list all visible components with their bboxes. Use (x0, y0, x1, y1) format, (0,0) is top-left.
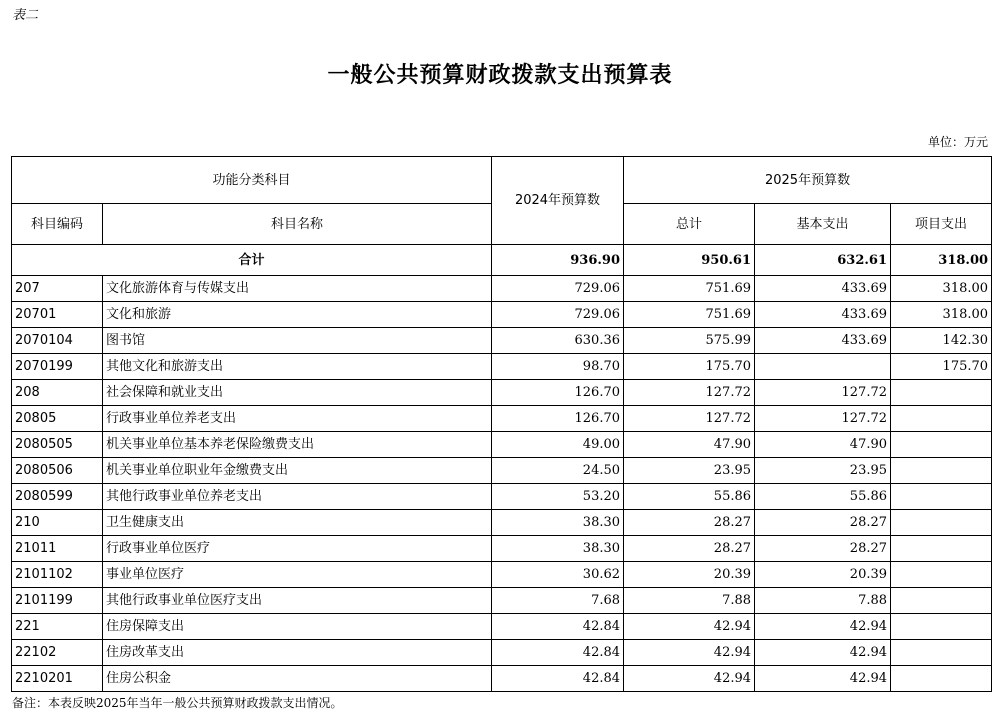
total-cell: 28.27 (624, 510, 755, 536)
basic-cell: 433.69 (755, 328, 891, 354)
subject-name-cell: 住房改革支出 (103, 640, 492, 666)
budget-2024-cell: 729.06 (492, 276, 624, 302)
subject-name-cell: 机关事业单位基本养老保险缴费支出 (103, 432, 492, 458)
table-row (12, 484, 992, 510)
total-cell: 7.88 (624, 588, 755, 614)
table-row (12, 510, 992, 536)
basic-cell: 28.27 (755, 536, 891, 562)
total-cell: 20.39 (624, 562, 755, 588)
basic-cell (755, 354, 891, 380)
budget-2024-header: 2024年预算数 (492, 157, 624, 245)
basic-cell: 23.95 (755, 458, 891, 484)
project-cell (891, 380, 992, 406)
project-cell (891, 484, 992, 510)
subject-code-cell: 2101199 (12, 588, 103, 614)
project-header: 项目支出 (891, 204, 992, 245)
budget-2024-cell: 126.70 (492, 380, 624, 406)
total-budget-2025-project: 318.00 (891, 245, 992, 276)
budget-2024-cell: 24.50 (492, 458, 624, 484)
page-title: 一般公共预算财政拨款支出预算表 (327, 62, 673, 88)
basic-cell: 42.94 (755, 666, 891, 692)
budget-2024-cell: 7.68 (492, 588, 624, 614)
subject-code-cell: 2080505 (12, 432, 103, 458)
basic-cell: 20.39 (755, 562, 891, 588)
total-budget-2025-basic: 632.61 (755, 245, 891, 276)
subject-name-cell: 机关事业单位职业年金缴费支出 (103, 458, 492, 484)
subject-name-cell: 其他行政事业单位养老支出 (103, 484, 492, 510)
table-row (12, 588, 992, 614)
subject-name-cell: 其他文化和旅游支出 (103, 354, 492, 380)
project-cell (891, 510, 992, 536)
budget-2024-cell: 42.84 (492, 666, 624, 692)
project-cell: 175.70 (891, 354, 992, 380)
total-cell: 55.86 (624, 484, 755, 510)
total-row (12, 245, 992, 276)
budget-2024-cell: 98.70 (492, 354, 624, 380)
budget-table (11, 156, 992, 692)
table-row (12, 276, 992, 302)
unit-label: 单位：万元 (927, 135, 988, 149)
project-cell: 318.00 (891, 276, 992, 302)
subject-name-cell: 事业单位医疗 (103, 562, 492, 588)
project-cell (891, 406, 992, 432)
basic-cell: 7.88 (755, 588, 891, 614)
project-cell (891, 666, 992, 692)
subject-name-cell: 文化旅游体育与传媒支出 (103, 276, 492, 302)
basic-cell: 55.86 (755, 484, 891, 510)
total-cell: 47.90 (624, 432, 755, 458)
table-row (12, 302, 992, 328)
table-row (12, 458, 992, 484)
subject-code-cell: 2101102 (12, 562, 103, 588)
subject-name-cell: 行政事业单位医疗 (103, 536, 492, 562)
subject-name-cell: 文化和旅游 (103, 302, 492, 328)
table-row (12, 432, 992, 458)
basic-cell: 28.27 (755, 510, 891, 536)
header-row-1 (12, 157, 992, 204)
budget-2024-cell: 126.70 (492, 406, 624, 432)
budget-2024-cell: 49.00 (492, 432, 624, 458)
total-budget-2024: 936.90 (492, 245, 624, 276)
subject-code-cell: 2070199 (12, 354, 103, 380)
total-label: 合计 (12, 245, 492, 276)
subject-code-cell: 207 (12, 276, 103, 302)
budget-2024-cell: 42.84 (492, 640, 624, 666)
total-cell: 127.72 (624, 406, 755, 432)
table-row (12, 666, 992, 692)
basic-cell: 433.69 (755, 276, 891, 302)
project-cell: 142.30 (891, 328, 992, 354)
basic-cell: 433.69 (755, 302, 891, 328)
table-row (12, 640, 992, 666)
subject-code-cell: 22102 (12, 640, 103, 666)
project-cell: 318.00 (891, 302, 992, 328)
table-row (12, 536, 992, 562)
table-row (12, 380, 992, 406)
subject-code-cell: 21011 (12, 536, 103, 562)
table-row (12, 562, 992, 588)
subject-code-cell: 208 (12, 380, 103, 406)
subject-name-cell: 其他行政事业单位医疗支出 (103, 588, 492, 614)
subject-code-cell: 2210201 (12, 666, 103, 692)
category-header: 功能分类科目 (12, 157, 492, 204)
subject-name-cell: 行政事业单位养老支出 (103, 406, 492, 432)
total-cell: 127.72 (624, 380, 755, 406)
total-cell: 42.94 (624, 666, 755, 692)
subject-name-cell: 住房公积金 (103, 666, 492, 692)
budget-2024-cell: 729.06 (492, 302, 624, 328)
project-cell (891, 432, 992, 458)
total-cell: 42.94 (624, 614, 755, 640)
subject-code-cell: 221 (12, 614, 103, 640)
budget-2024-cell: 53.20 (492, 484, 624, 510)
basic-cell: 127.72 (755, 380, 891, 406)
subject-name-cell: 卫生健康支出 (103, 510, 492, 536)
subject-code-cell: 20701 (12, 302, 103, 328)
total-cell: 751.69 (624, 276, 755, 302)
total-cell: 23.95 (624, 458, 755, 484)
project-cell (891, 614, 992, 640)
budget-2024-cell: 42.84 (492, 614, 624, 640)
basic-header: 基本支出 (755, 204, 891, 245)
subject-name-cell: 住房保障支出 (103, 614, 492, 640)
total-cell: 28.27 (624, 536, 755, 562)
budget-2024-cell: 38.30 (492, 510, 624, 536)
basic-cell: 42.94 (755, 614, 891, 640)
subject-code-cell: 20805 (12, 406, 103, 432)
budget-2024-cell: 30.62 (492, 562, 624, 588)
total-header: 总计 (624, 204, 755, 245)
subject-name-cell: 图书馆 (103, 328, 492, 354)
project-cell (891, 536, 992, 562)
budget-2024-cell: 38.30 (492, 536, 624, 562)
total-cell: 175.70 (624, 354, 755, 380)
code-header: 科目编码 (12, 204, 103, 245)
project-cell (891, 640, 992, 666)
basic-cell: 42.94 (755, 640, 891, 666)
subject-code-cell: 2070104 (12, 328, 103, 354)
total-cell: 42.94 (624, 640, 755, 666)
name-header: 科目名称 (103, 204, 492, 245)
basic-cell: 47.90 (755, 432, 891, 458)
table-number-label: 表二 (12, 8, 39, 23)
table-row (12, 614, 992, 640)
project-cell (891, 588, 992, 614)
footnote: 备注：本表反映2025年当年一般公共预算财政拨款支出情况。 (12, 696, 343, 710)
table-row (12, 328, 992, 354)
project-cell (891, 458, 992, 484)
subject-name-cell: 社会保障和就业支出 (103, 380, 492, 406)
total-cell: 751.69 (624, 302, 755, 328)
project-cell (891, 562, 992, 588)
total-cell: 575.99 (624, 328, 755, 354)
basic-cell: 127.72 (755, 406, 891, 432)
budget-2025-header: 2025年预算数 (624, 157, 992, 204)
total-budget-2025-total: 950.61 (624, 245, 755, 276)
table-row (12, 354, 992, 380)
subject-code-cell: 2080599 (12, 484, 103, 510)
subject-code-cell: 210 (12, 510, 103, 536)
table-row (12, 406, 992, 432)
budget-2024-cell: 630.36 (492, 328, 624, 354)
subject-code-cell: 2080506 (12, 458, 103, 484)
